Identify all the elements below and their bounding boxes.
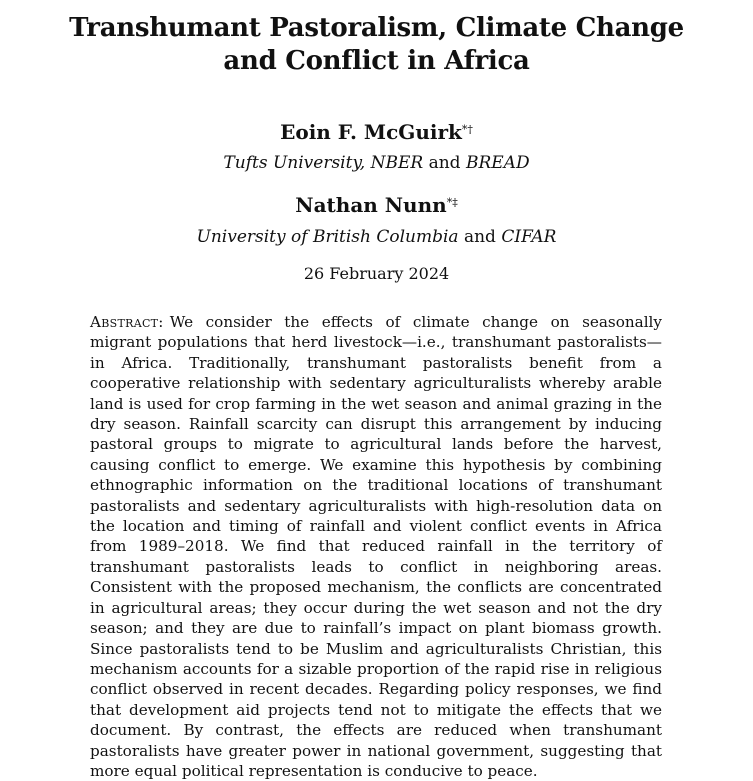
abstract-text: We consider the effects of climate change on seasonally migrant populations that herd livestock—i.e., transhumant pastoralists—in Africa. Traditionally, transhumant pastoralists benefit from a cooperative relationship with sedentary agriculturalists whereby arable land is used for crop farming in the wet season and animal grazing in the dry season. Rainfall scarcity can disrupt this arrangement by inducing pastoral groups to migrate to agricultural lands before the harvest, causing conflict to emerge. We examine this hypothesis by combining ethnographic information on the traditional locations of transhumant pastoralists and sedentary agriculturalists with high-resolution data on the location and timing of rainfall and violent conflict events in Africa from 1989–2018. We find that reduced rainfall in the territory of transhumant pastoralists leads to conflict in neighboring areas. Consistent with the proposed mechanism, the conflicts are concentrated in agricultural areas; they occur during the wet season and not the dry season; and they are due to rainfall’s impact on plant biomass growth. Since pastoralists tend to be Muslim and agriculturalists Christian, this mechanism accounts for a sizable proportion of the rapid rise in religious conflict observed in recent decades. Regarding policy responses, we find that development aid projects tend not to mitigate the effects that we document. By contrast, the effects are reduced when transhumant pastoralists have greater power in national government, suggesting that more equal political representation is conducive to peace.	[90, 313, 662, 780]
author-2-name	[0, 193, 753, 217]
title-line-1: Transhumant Pastoralism, Climate Change	[69, 13, 684, 43]
author-1-affiliation-part1: Tufts University, NBER	[223, 153, 424, 173]
author-1-affiliation-part2: BREAD	[465, 153, 530, 173]
author-2-affiliation-part2: CIFAR	[501, 227, 557, 247]
title-line-2: and Conflict in Africa	[223, 46, 530, 76]
author-1-name-text: Eoin F. McGuirk	[280, 120, 462, 144]
author-2-affiliation	[0, 226, 753, 248]
author-2-name-text: Nathan Nunn	[295, 193, 447, 217]
author-1-affiliation	[0, 152, 753, 174]
author-2-affiliation-conj: and	[458, 227, 502, 247]
author-2-affiliation-part1: University of British Columbia	[196, 227, 459, 247]
author-1-footnote-marks: *†	[461, 123, 473, 136]
author-2-footnote-marks: *‡	[446, 196, 458, 209]
paper-date: 26 February 2024	[303, 264, 450, 283]
paper-title	[20, 12, 733, 78]
author-1-name	[0, 120, 753, 144]
author-1-affiliation-conj: and	[423, 153, 466, 173]
abstract	[90, 312, 662, 781]
abstract-label: Abstract:	[90, 313, 164, 331]
